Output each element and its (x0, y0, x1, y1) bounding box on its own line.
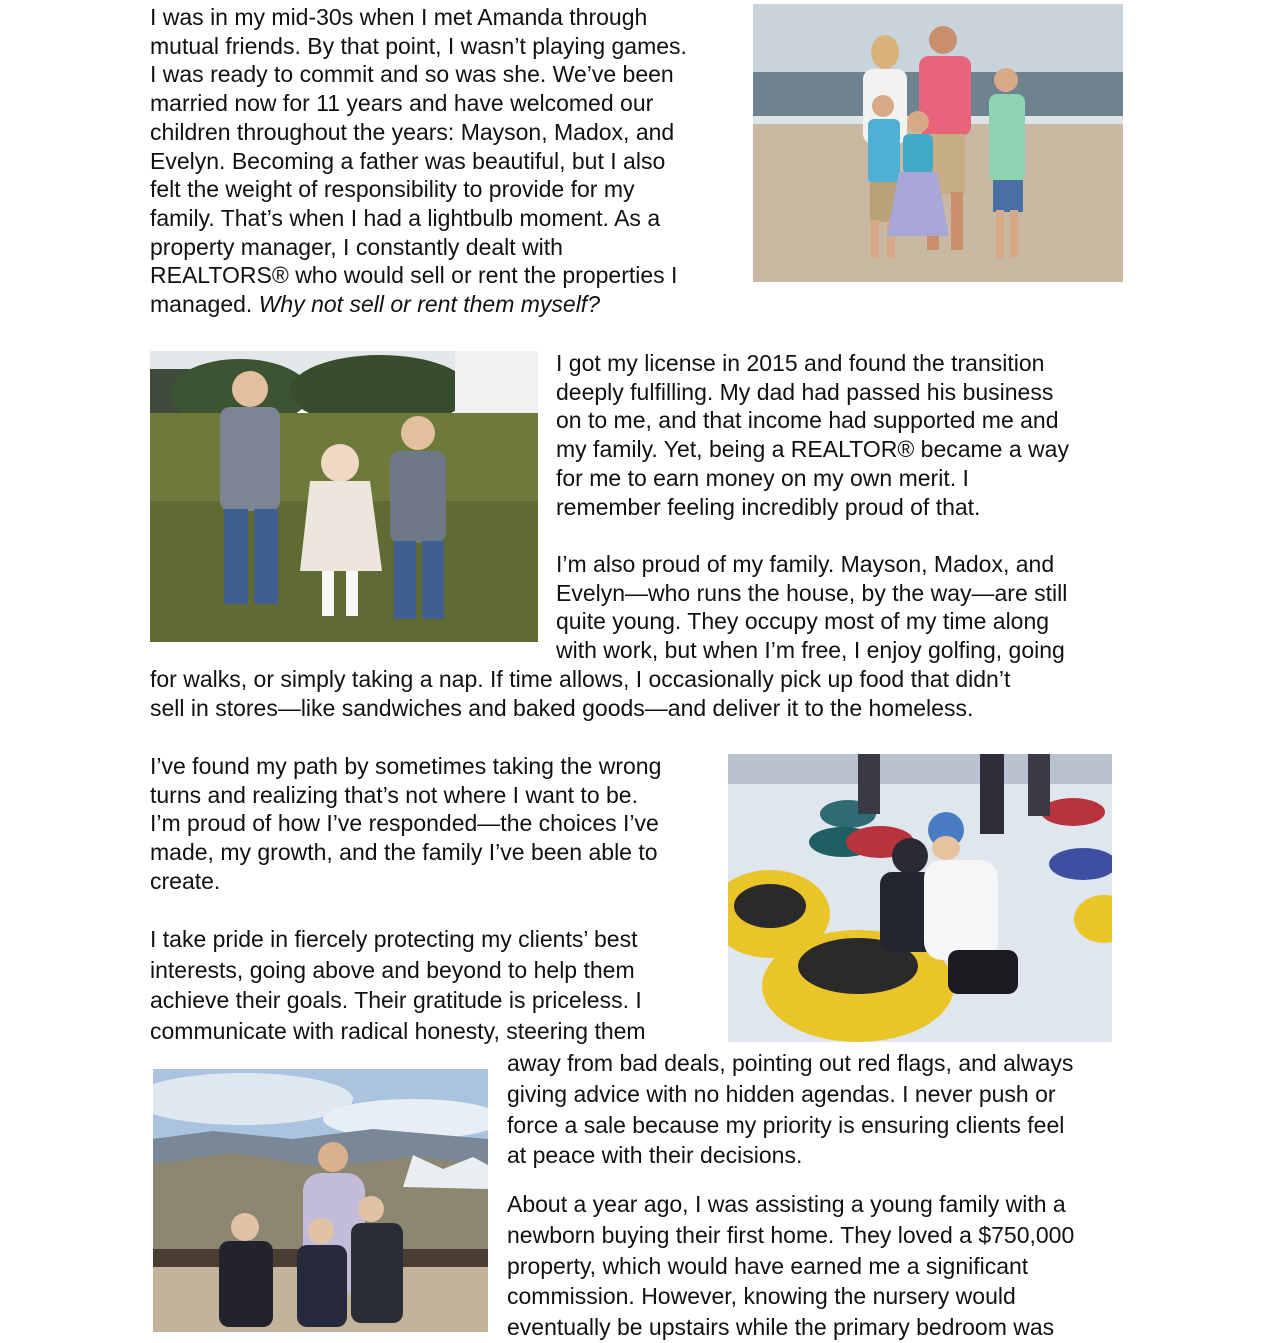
text-line: I’m also proud of my family. Mayson, Madox, and (556, 551, 1055, 577)
text-line: force a sale because my priority is ensuring clients feel (507, 1111, 1065, 1138)
paragraph-meeting-amanda (150, 3, 740, 319)
text-line: children throughout the years: Mayson, Madox, and (150, 118, 675, 145)
photo-kids-on-grass (150, 351, 538, 642)
text-line: newborn buying their first home. They loved a $750,000 (507, 1221, 1075, 1248)
text-line: I’m proud of how I’ve responded—the choices I’ve (150, 810, 659, 837)
text-line: remember feeling incredibly proud of that. (556, 493, 981, 520)
text-line: I got my license in 2015 and found the transition (556, 350, 1045, 376)
photo-family-beach (753, 4, 1123, 282)
text-line: away from bad deals, pointing out red flags, and always (507, 1050, 1074, 1076)
text-line: mutual friends. By that point, I wasn’t playing games. (150, 32, 687, 59)
text-line: married now for 11 years and have welcomed our (150, 90, 654, 117)
text-line: for walks, or simply taking a nap. If time allows, I occasionally pick up food that didn’t (150, 666, 1011, 692)
text-line: Evelyn. Becoming a father was beautiful, but I also (150, 147, 666, 174)
photo-mountain-overlook (153, 1069, 488, 1332)
text-line: property manager, I constantly dealt with (150, 233, 563, 260)
text-line: my family. Yet, being a REALTOR® became a way (556, 436, 1069, 463)
text-line: I’ve found my path by sometimes taking the wrong (150, 753, 662, 779)
text-line: giving advice with no hidden agendas. I never push or (507, 1080, 1056, 1107)
text-line: quite young. They occupy most of my time along (556, 608, 1050, 635)
text-line: at peace with their decisions. (507, 1142, 803, 1169)
text-line: made, my growth, and the family I’ve been able to (150, 839, 658, 866)
paragraph-clients-continued (507, 1048, 1147, 1171)
paragraph-license (556, 349, 1136, 521)
paragraph-family-pride (556, 550, 1136, 665)
text-line: communicate with radical honesty, steering them (150, 1017, 646, 1044)
text-line: on to me, and that income had supported me and (556, 407, 1059, 434)
text-line: About a year ago, I was assisting a young family with a (507, 1191, 1066, 1217)
paragraph-clients (150, 924, 720, 1046)
italic-question: Why not sell or rent them myself? (258, 291, 600, 318)
photo-snow-tubing (728, 754, 1112, 1042)
paragraph-path (150, 752, 720, 896)
text-line: with work, but when I’m free, I enjoy golfing, going (556, 637, 1065, 664)
text-line: interests, going above and beyond to help them (150, 956, 635, 983)
text-line (150, 290, 740, 319)
text-line: deeply fulfilling. My dad had passed his business (556, 378, 1054, 405)
text-line: I was in my mid-30s when I met Amanda through (150, 4, 648, 30)
paragraph-young-family-story (507, 1189, 1147, 1343)
text-line: for me to earn money on my own merit. I (556, 464, 969, 491)
text-line: Evelyn—who runs the house, by the way—are still (556, 579, 1068, 606)
text-line: create. (150, 867, 221, 894)
text-run: managed. (150, 291, 259, 318)
text-line: felt the weight of responsibility to provide for my (150, 176, 635, 203)
text-line: I take pride in fiercely protecting my clients’ best (150, 926, 638, 952)
text-line: turns and realizing that’s not where I want to be. (150, 781, 638, 808)
text-line: achieve their goals. Their gratitude is priceless. I (150, 987, 642, 1013)
text-line: eventually be upstairs while the primary bedroom was (507, 1314, 1055, 1341)
paragraph-family-pride-continued (150, 665, 1130, 722)
text-line: family. That’s when I had a lightbulb moment. As a (150, 204, 661, 231)
text-line: property, which would have earned me a significant (507, 1252, 1029, 1279)
text-line: commission. However, knowing the nursery would (507, 1283, 1016, 1310)
text-line: I was ready to commit and so was she. We’ve been (150, 61, 674, 88)
text-line: sell in stores—like sandwiches and baked goods—and deliver it to the homeless. (150, 694, 974, 721)
text-line: REALTORS® who would sell or rent the properties I (150, 262, 678, 289)
